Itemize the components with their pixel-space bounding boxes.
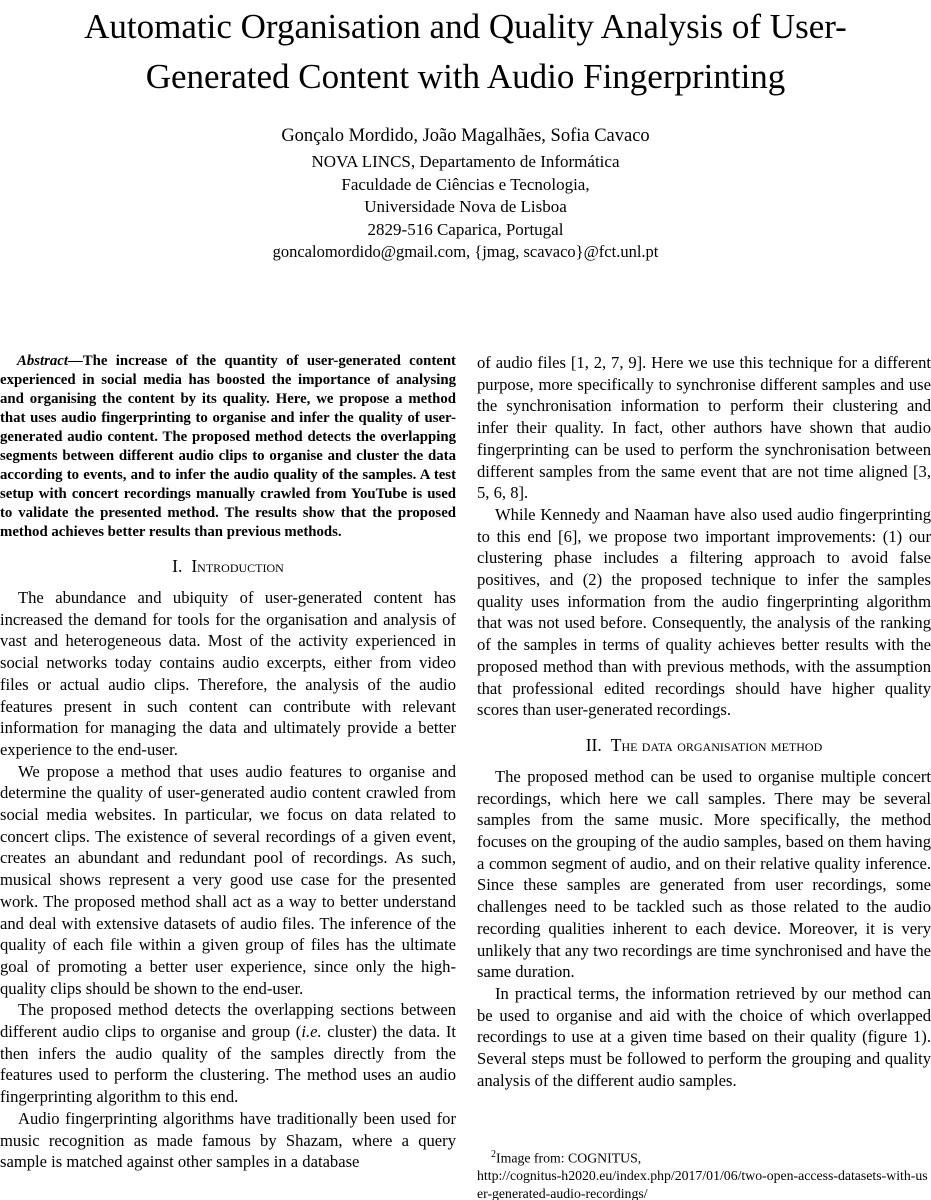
- footnote-url: http://cognitus-h2020.eu/index.php/2017/01/06/two-open-access-datasets-with-user-generated-audio-recordings/: [477, 1168, 928, 1200]
- paragraph-method-1: The proposed method can be used to organise multiple concert recordings, which here we call samples. There may be several samples from the same music. More specifically, the method focuses on the grouping of the audio samples, based on them having a common segment of audio, and on their relative quality inference. Since these samples are generated from user recordings, some challenges need to be tackled such as those related to the audio recording qualities inherent to each device. Moreover, it is very unlikely that any two recordings are time synchronised and have the same duration.: [477, 766, 931, 982]
- section-number: II.: [585, 734, 602, 755]
- paragraph-intro-1: The abundance and ubiquity of user-generated content has increased the demand for tools for the organisation and analysis of vast and heterogeneous data. Most of the activity experienced in social networks today contains audio excerpts, either from video files or actual audio clips. Therefore, the analysis of the audio features present in such content can contribute with relevant information for managing the data and ultimately provide a better experience to the end-user.: [0, 588, 456, 759]
- footnote-marker: 2: [491, 1149, 496, 1160]
- paragraph-intro-4-continued: of audio files [1, 2, 7, 9]. Here we use this technique for a different purpose, more specifically to synchronise different samples and use the synchronisation information to perform their clustering and infer their quality. In fact, other authors have shown that audio fingerprinting can be used to perform the synchronisation between different samples from the same event that are not time aligned [3, 5, 6, 8].: [477, 353, 931, 503]
- affiliation-line: Universidade Nova de Lisboa: [364, 197, 567, 216]
- paragraph-intro-3-text: The proposed method detects the overlapping sections between different audio clips to organise and group (: [0, 1000, 456, 1042]
- section-heading-introduction: [0, 556, 456, 577]
- paragraph-intro-3-italic: i.e.: [301, 1022, 322, 1042]
- paragraph-intro-3: [0, 999, 456, 1108]
- section-title: The data organisation method: [610, 734, 823, 755]
- abstract: [0, 352, 456, 542]
- page-title: Automatic Organisation and Quality Analysis of User-Generated Content with Audio Fingerprinting: [84, 7, 847, 96]
- abstract-label: Abstract: [17, 353, 68, 369]
- abstract-dash: —: [67, 353, 83, 369]
- paragraph-intro-4: Audio fingerprinting algorithms have traditionally been used for music recognition as made famous by Shazam, where a query sample is matched against other samples in a database: [0, 1108, 456, 1172]
- left-column: [0, 352, 456, 1173]
- footnote: [477, 1146, 931, 1200]
- paper-header: [0, 0, 931, 264]
- affiliation-block: [0, 151, 931, 264]
- paragraph-method-2: In practical terms, the information retrieved by our method can be used to organise and aid with the choice of which overlapped recordings to use at a given time based on their quality (figure 1). Several steps must be followed to perform the grouping and quality analysis of the different audio samples.: [477, 983, 931, 1090]
- footnote-source-line: [477, 1146, 931, 1167]
- affiliation-line: Faculdade de Ciências e Tecnologia,: [341, 174, 590, 194]
- abstract-text: The increase of the quantity of user-generated content experienced in social media has boosted the importance of analysing and organising the content by its quality. Here, we propose a method that uses audio fingerprinting to organise and infer the quality of user-generated audio content. The proposed method detects the overlapping segments between different audio clips to organise and cluster the data according to events, and to infer the audio quality of the samples. A test setup with concert recordings manually crawled from YouTube is used to validate the presented method. The results show that the proposed method achieves better results than previous methods.: [0, 353, 456, 540]
- right-column: [477, 352, 931, 1092]
- paragraph-intro-2: We propose a method that uses audio features to organise and determine the quality of user-generated audio content crawled from social media websites. In particular, we focus on data related to concert clips. The existence of several recordings of a given event, creates an abundant and redundant pool of recordings. As such, musical shows represent a very good use case for the presented work. The proposed method shall act as a way to better understand and deal with extensive datasets of audio files. The inference of the quality of each file within a given group of files has the ultimate goal of promoting a better user experience, since only the high-quality clips should be shown to the end-user.: [0, 761, 456, 998]
- section-heading-data-organisation: [477, 735, 931, 756]
- footnote-text: Image from: COGNITUS,: [496, 1150, 642, 1166]
- section-title: Introduction: [191, 556, 284, 576]
- section-number: I.: [172, 556, 183, 576]
- paragraph-intro-5: While Kennedy and Naaman have also used audio fingerprinting to this end [6], we propose two important improvements: (1) our clustering phase includes a filtering approach to avoid false positives, and (2) the proposed technique to infer the samples quality uses information from the audio fingerprinting algorithm that was not used before. Consequently, the analysis of the ranking of the samples in terms of quality achieves better results with the proposed method than with previous methods, with the assumption that professional edited recordings should have higher quality scores than user-generated recordings.: [477, 504, 931, 720]
- email-line: goncalomordido@gmail.com, {jmag, scavaco}@fct.unl.pt: [272, 242, 659, 261]
- affiliation-line: NOVA LINCS, Departamento de Informática: [311, 152, 620, 171]
- affiliation-line: 2829-516 Caparica, Portugal: [367, 219, 564, 239]
- paragraph-intro-3-text: cluster) the data. It then infers the audio quality of the samples directly from the features used to perform the clustering. The method uses an audio fingerprinting algorithm to this end.: [0, 1022, 457, 1107]
- authors-line: Gonçalo Mordido, João Magalhães, Sofia Cavaco: [281, 126, 650, 146]
